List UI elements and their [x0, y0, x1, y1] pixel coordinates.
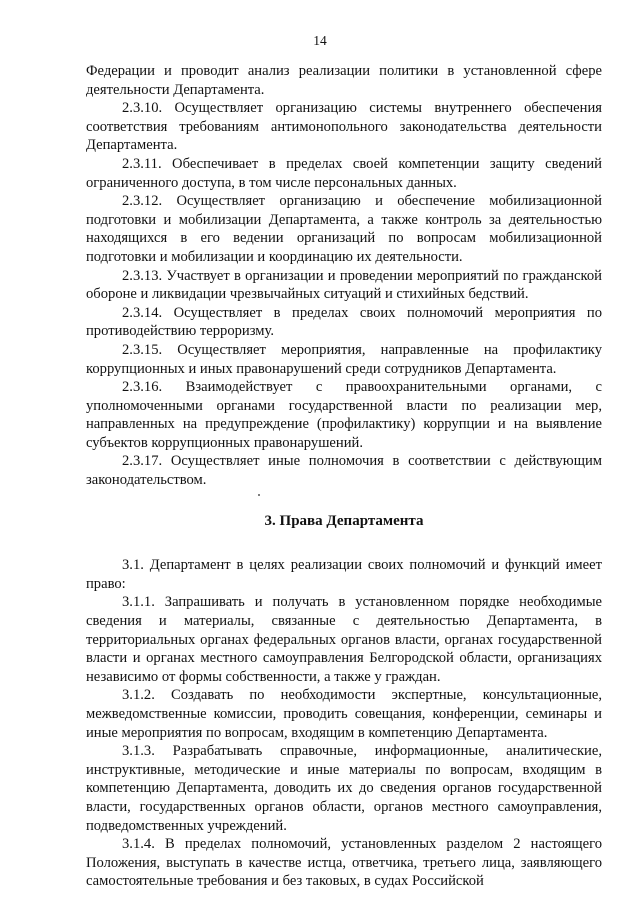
paragraph: 2.3.12. Осуществляет организацию и обеспечение мобилизационной подготовки и мобилизации Департамента, а также контроль за деятельностью находящихся в его ведении организаций по вопросам мобилизационной подготовки и мобилизации и координацию их деятельности.	[86, 193, 602, 265]
paragraph: 2.3.10. Осуществляет организацию системы внутреннего обеспечения соответствия требованиям антимонопольного законодательства деятельности Департамента.	[86, 100, 602, 154]
paragraph: 3.1.4. В пределах полномочий, установленных разделом 2 настоящего Положения, выступать в качестве истца, ответчика, третьего лица, заявляющего самостоятельные требования и без таковых, в судах Российской	[86, 836, 602, 890]
section-3-body	[86, 556, 602, 891]
paragraph: 2.3.13. Участвует в организации и проведении мероприятий по гражданской обороне и ликвидации чрезвычайных ситуаций и стихийных бедствий.	[86, 267, 602, 303]
paragraph: 2.3.11. Обеспечивает в пределах своей компетенции защиту сведений ограниченного доступа, в том числе персональных данных.	[86, 155, 602, 191]
paragraph: 2.3.14. Осуществляет в пределах своих полномочий мероприятия по противодействию терроризму.	[86, 304, 602, 340]
paragraph: 3.1.3. Разрабатывать справочные, информационные, аналитические, инструктивные, методические и иные материалы по вопросам, входящим в компетенцию Департамента, доводить их до сведения органов государственной власти, государственных органов области, органов местного самоуправления, подведомственных учреждений.	[86, 743, 602, 834]
section-2-continuation	[86, 62, 602, 490]
section-heading: 3. Права Департамента	[264, 512, 424, 529]
page-number: 14	[313, 33, 327, 48]
scan-speck	[258, 494, 260, 496]
paragraph: 3.1.2. Создавать по необходимости экспертные, консультационные, межведомственные комиссии, проводить совещания, конференции, семинары и иные мероприятия по вопросам, входящим в компетенцию Департамента.	[86, 687, 602, 741]
paragraph: 3.1. Департамент в целях реализации своих полномочий и функций имеет право:	[86, 557, 602, 592]
paragraph: 3.1.1. Запрашивать и получать в установленном порядке необходимые сведения и материалы, связанные с деятельностью Департамента, в территориальных органах федеральных органов власти, органах государственной власти и органах местного самоуправления Белгородской области, организациях независимо от формы собственности, а также у граждан.	[86, 594, 602, 685]
paragraph: 2.3.16. Взаимодействует с правоохранительными органами, с уполномоченными органами государственной власти по реализации мер, направленных на предупреждение (профилактику) коррупции и на выявление субъектов коррупционных правонарушений.	[86, 379, 602, 451]
paragraph: 2.3.17. Осуществляет иные полномочия в соответствии с действующим законодательством.	[86, 453, 602, 489]
paragraph: Федерации и проводит анализ реализации политики в установленной сфере деятельности Департамента.	[86, 63, 602, 98]
document-body	[86, 62, 602, 891]
paragraph: 2.3.15. Осуществляет мероприятия, направленные на профилактику коррупционных и иных правонарушений среди сотрудников Департамента.	[86, 341, 602, 377]
